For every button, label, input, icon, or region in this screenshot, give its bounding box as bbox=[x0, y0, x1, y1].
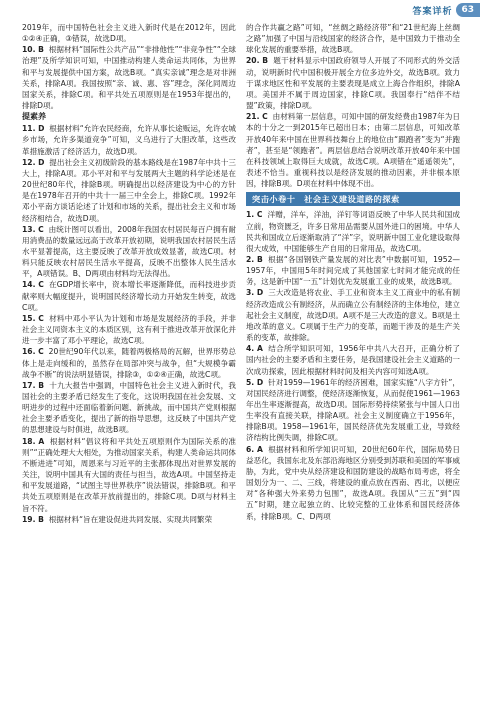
answer-number: 15. C bbox=[22, 313, 44, 323]
answer-text: 根据材料“允许农民经商，允许从事长途贩运，允许农城乡市场，允许多渠道竞争”可知，义乌进行了大胆改革，这些改革措施激活了经济活力，故选D项。 bbox=[22, 124, 236, 156]
section-banner bbox=[246, 192, 460, 206]
answer-item bbox=[246, 377, 460, 444]
answer-item bbox=[22, 123, 236, 156]
answer-text: 根据材料和所学知识可知，20世纪60年代，国际局势日益恶化，我国东北及东部沿海地区分别受到苏联和美国的军事威胁，为此，党中央从经济建设和国防建设的战略布局考虑，将全国划分为一、二、三线，将建设的重点放在西南、西北，以便应对“各种强大外来势力包围”，故选A项。我国从“三五”到“四五”时期，建立起独立的、比较完整的工业体系和国民经济体系，排除B项。C、D两项 bbox=[246, 444, 460, 521]
answer-number: 6. A bbox=[246, 444, 263, 454]
answer-number: 16. C bbox=[22, 347, 44, 357]
answer-text: 由材料第一层信息，可知中国的研发经费由1987年为日本的十分之一到2015年已超出日本；由第二层信息，可知改革开放40年来中国在世界科技舞台上的地位由“跟跑者”变为“并跑者”，甚至是“领跑者”。两层信息结合说明改革开放40年来中国在科技领域上取得巨大成就，故选C项。A项错在“遥遥领先”，表述不恰当。重视科技以是经济发展的推动因素，并非根本原因，排除B项。D项在材料中体现不出。 bbox=[246, 112, 460, 189]
right-column bbox=[246, 22, 460, 705]
answer-text: 2019年，而中国特色社会主义进入新时代是在2012年，因此①②④正确，③错误，故选D项。 bbox=[22, 23, 236, 44]
answer-number: 17. B bbox=[22, 380, 45, 390]
answer-item bbox=[246, 55, 460, 111]
answer-item bbox=[22, 380, 236, 436]
answer-item bbox=[246, 254, 460, 287]
answer-text: 题干材料显示中国政府领导人开展了不同形式的外交活动，说明新时代中国积极开展全方位多边外交，故选B项。致力于谋求地区性和平发展的主要表现是成立上海合作组织，排除A项。美国并不属于周边国家，排除C项。我国奉行“结伴不结盟”政策，排除D项。 bbox=[246, 56, 460, 111]
answer-number: 13. C bbox=[22, 224, 44, 234]
answer-text: 针对1959—1961年的经济困难，国家实施“八字方针”，对国民经济进行调整，使经济逐渐恢复，从而促使1961—1963年出生率逐渐提高，故选D项。国际形势持续紧张与中国人口出生率没有直接关联，排除A项。社会主义制度确立于1956年，排除B项。1958—1961年，国民经济优先发展重工业，导致经济结构比例失调，排除C项。 bbox=[246, 377, 460, 443]
answer-number: 2. B bbox=[246, 254, 263, 264]
section-banner-title: 突击小卷十 社会主义建设道路的探索 bbox=[252, 194, 400, 205]
answer-text: 结合所学知识可知，1956年中共八大召开，正确分析了国内社会的主要矛盾和主要任务，是我国建设社会主义道路的一次成功探索，因此根据材料时间及相关内容可知选A项。 bbox=[246, 344, 460, 376]
answer-item bbox=[246, 287, 460, 343]
answer-item bbox=[246, 444, 460, 522]
page-header bbox=[412, 0, 480, 20]
answer-text: 三大改造是将农业、手工业和资本主义工商业中的私有制经济改造成公有制经济，从而确立公有制经济的主体地位，建立起社会主义制度，故选D项。A项不是三大改造的意义。B项是土地改革的意义。C项属于生产力的变革，而题干涉及的是生产关系的变革，故排除。 bbox=[246, 288, 460, 343]
answer-item bbox=[246, 111, 460, 189]
answer-item bbox=[22, 279, 236, 312]
answer-text: 根据材料“国际性公共产品”“非排他性”“非竞争性”“全球治理”及所学知识可知，中国推动构建人类命运共同体，为世界和平与发展提供中国方案，故选B项。“真实亲诚”理念是对非洲关系，排除A项。我国按照“亲、诚、惠、容”理念，深化同周边国家关系，排除C项。和平共处五项原则是在1953年提出的，排除D项。 bbox=[22, 45, 236, 111]
answer-item bbox=[246, 22, 460, 55]
answer-number: 12. D bbox=[22, 157, 45, 167]
answer-text: 十九大报告中强调，中国特色社会主义进入新时代，我国社会的主要矛盾已经发生了变化，这说明我国在社会发展、文明进步的过程中还面临着新问题、新挑战，而中国共产党则根据社会主要矛盾变化，提出了新的指导思想，这反映了中国共产党的思想建设与时俱进，故选B项。 bbox=[22, 380, 236, 435]
answer-item bbox=[22, 346, 236, 379]
answer-number: 10. B bbox=[22, 45, 44, 55]
answer-text: 材料中邓小平认为计划和市场是发展经济的手段，并非社会主义同资本主义的本质区别，这有利于推进改革开放深化并进一步丰富了邓小平理论，故选C项。 bbox=[22, 313, 236, 346]
answer-number: 1. C bbox=[246, 210, 263, 220]
left-column bbox=[22, 22, 236, 705]
answer-text: 提出社会主义初级阶段的基本路线是在1987年中共十三大上，排除A项。邓小平对和平与发展两大主题的科学论述是在20世纪80年代，排除B项。明确提出以经济建设为中心的方针是在1978年召开的中共十一届三中全会上，排除C项。1992年邓小平南方谈话论述了计划和市场的关系，提出社会主义和市场经济相结合，故选D项。 bbox=[22, 157, 236, 223]
content-columns bbox=[22, 22, 462, 705]
answer-number: 11. D bbox=[22, 124, 45, 134]
answer-text: 20世纪90年代以来，随着两极格局的瓦解，世界形势总体上是走向缓和的，虽然存在局部冲突与战争，但“大规模争霸战争不断”的说法明显错误，排除③，①②④正确，故选C项。 bbox=[22, 347, 236, 379]
answer-number: 21. C bbox=[246, 112, 268, 122]
answer-number: 14. C bbox=[22, 280, 44, 290]
answer-number: 4. A bbox=[246, 344, 263, 354]
answer-number: 5. D bbox=[246, 377, 264, 387]
answer-number: 18. A bbox=[22, 436, 45, 446]
answer-text: 根据“各国钢铁产量发展的对比表”中数据可知，1952—1957年，中国用5年时间完成了其他国家七时间才能完成的任务，这是新中国“一五”计划优先发展重工业的成果，故选B项。 bbox=[246, 254, 460, 287]
answer-item bbox=[246, 343, 460, 376]
answer-item bbox=[22, 22, 236, 44]
answer-item bbox=[22, 157, 236, 224]
answer-text: 根据材料“倡议将和平共处五项原则作为国际关系的准则”“正确处理大大相处，为推动国家关系，构建人类命运共同体不断进进”可知，周恩来与习近平的主张都体现出对世界发展的关注，说明中国具有大国的责任与担当，故选A项。中国坚持走和平发展道路，“试图主导世界秩序”说法错误，排除B项。和平共处五项原则是在改革开放前提出的，排除C项。D项与材料主旨不符。 bbox=[22, 436, 236, 513]
answer-number: 20. B bbox=[246, 56, 269, 66]
answer-text: 由统计图可以看出，2008年我国农村居民每百户拥有耐用消费品的数量远远高于改革开放初期，说明我国农村居民生活水平显著提高，这主要反映了改革开放成效显著，故选C项。材料只能反映农村居民生活水平提高，反映不出整体人民生活水平，A项错误。B、D两项由材料均无法得出。 bbox=[22, 224, 236, 279]
answer-item bbox=[22, 224, 236, 280]
answer-number: 3. D bbox=[246, 288, 264, 298]
answer-item bbox=[22, 313, 236, 346]
answer-item bbox=[22, 436, 236, 514]
answer-item bbox=[22, 514, 236, 525]
answer-number: 19. B bbox=[22, 514, 44, 524]
section-heading: 提素养 bbox=[22, 112, 46, 122]
answer-item bbox=[22, 44, 236, 111]
answer-text: 的合作共赢之路”可知，“丝绸之路经济带”和“21世纪海上丝绸之路”加强了中国与沿线国家的经济合作，是中国致力于推动全球化发展的重要举措，故选B项。 bbox=[246, 23, 460, 55]
header-label: 答案详析 bbox=[412, 6, 453, 17]
answer-item bbox=[246, 209, 460, 254]
page-number-badge: 63 bbox=[456, 3, 480, 17]
answer-text: 根据材料“旨在建设促进共同发展、实现共同繁荣 bbox=[48, 514, 213, 524]
answer-text: 洋赠，洋车，洋油，洋钉等词语反映了中华人民共和国成立前，物资匮乏，许多日常用品需要从国外进口的困境。中华人民共和国成立后逐渐取消了“洋”字，说明新中国工业化建设取得很大成效，中国能够生产自用的日常用品，故选C项。 bbox=[246, 210, 460, 253]
answer-text: 在GDP增长率中，资本增长率逐渐降低，而科技进步贡献率则大幅度提升，说明国民经济增长动力开始发生转变，故选C项。 bbox=[22, 280, 236, 312]
